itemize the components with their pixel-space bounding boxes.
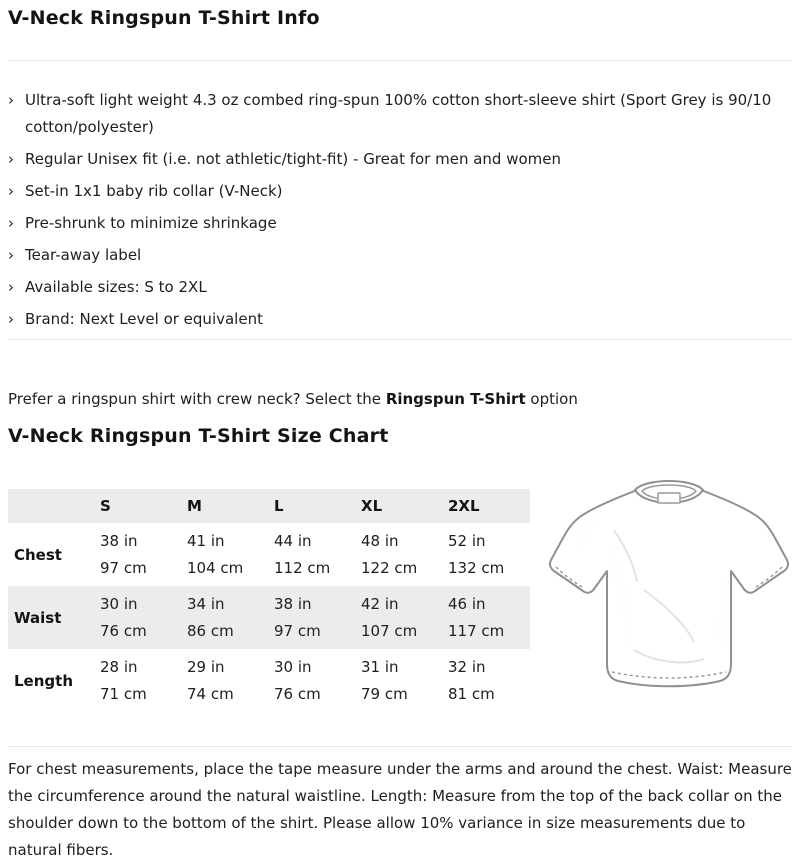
bullet-icon: › <box>8 150 14 168</box>
value-cm: 112 cm <box>274 558 331 577</box>
value-in: 41 in <box>187 531 225 550</box>
feature-text: Ultra-soft light weight 4.3 oz combed ring-spun 100% cotton short-sleeve shirt (Sport Grey is 90/10 cotton/polyester) <box>25 91 772 136</box>
t-shirt-illustration <box>540 470 798 710</box>
measurement-cell <box>440 649 530 712</box>
value-cm: 71 cm <box>100 684 147 703</box>
feature-list <box>8 87 792 333</box>
measurement-cell <box>179 586 266 649</box>
column-header: 2XL <box>448 497 480 515</box>
value-cm: 97 cm <box>100 558 147 577</box>
table-header-row <box>8 489 530 523</box>
value-in: 30 in <box>100 594 138 613</box>
value-cm: 81 cm <box>448 684 495 703</box>
list-item <box>8 146 792 173</box>
value-in: 44 in <box>274 531 312 550</box>
list-item <box>8 210 792 237</box>
measurement-cell <box>440 586 530 649</box>
size-chart-section <box>8 426 792 712</box>
measurement-cell <box>266 523 353 586</box>
list-item <box>8 178 792 205</box>
row-label: Waist <box>14 608 62 627</box>
measurement-cell <box>266 586 353 649</box>
value-cm: 132 cm <box>448 558 505 577</box>
measurement-cell <box>179 649 266 712</box>
bullet-icon: › <box>8 278 14 296</box>
value-cm: 117 cm <box>448 621 505 640</box>
bullet-icon: › <box>8 182 14 200</box>
feature-text: Set-in 1x1 baby rib collar (V-Neck) <box>25 182 283 200</box>
feature-text: Brand: Next Level or equivalent <box>25 310 263 328</box>
crew-neck-note <box>8 386 792 413</box>
measurement-cell <box>440 523 530 586</box>
value-in: 32 in <box>448 657 486 676</box>
crew-note-suffix: option <box>525 390 578 408</box>
divider <box>8 746 792 747</box>
column-header: S <box>100 497 111 515</box>
feature-text: Regular Unisex fit (i.e. not athletic/tight-fit) - Great for men and women <box>25 150 562 168</box>
bullet-icon: › <box>8 246 14 264</box>
value-in: 42 in <box>361 594 399 613</box>
measurement-instructions: For chest measurements, place the tape measure under the arms and around the chest. Waist: Measure the circumference around the natural waistline. Length: Measure from the top of the back collar on the shoulder down to the bottom of the shirt. Please allow 10% variance in size measurements due to natural fibers. <box>8 760 792 859</box>
value-cm: 76 cm <box>274 684 321 703</box>
column-header: M <box>187 497 202 515</box>
value-cm: 97 cm <box>274 621 321 640</box>
divider <box>8 60 792 61</box>
bullet-icon: › <box>8 214 14 232</box>
value-in: 29 in <box>187 657 225 676</box>
measurement-cell <box>353 649 440 712</box>
value-in: 52 in <box>448 531 486 550</box>
measurement-cell <box>353 523 440 586</box>
feature-text: Tear-away label <box>25 246 142 264</box>
value-in: 30 in <box>274 657 312 676</box>
value-in: 48 in <box>361 531 399 550</box>
measurement-cell <box>92 523 179 586</box>
value-cm: 86 cm <box>187 621 234 640</box>
value-cm: 76 cm <box>100 621 147 640</box>
value-in: 31 in <box>361 657 399 676</box>
value-cm: 104 cm <box>187 558 244 577</box>
column-header: XL <box>361 497 383 515</box>
value-cm: 74 cm <box>187 684 234 703</box>
list-item <box>8 87 792 141</box>
bullet-icon: › <box>8 91 14 109</box>
product-info-page <box>0 8 800 864</box>
value-cm: 107 cm <box>361 621 418 640</box>
feature-text: Pre-shrunk to minimize shrinkage <box>25 214 277 232</box>
corner-cell <box>8 489 92 523</box>
value-in: 46 in <box>448 594 486 613</box>
size-chart-title: V-Neck Ringspun T-Shirt Size Chart <box>8 425 389 447</box>
crew-note-option-name: Ringspun T-Shirt <box>385 390 526 408</box>
value-in: 38 in <box>100 531 138 550</box>
list-item <box>8 306 792 333</box>
list-item <box>8 242 792 269</box>
measurement-cell <box>92 649 179 712</box>
measurement-cell <box>92 586 179 649</box>
table-row <box>8 586 530 649</box>
table-row <box>8 649 530 712</box>
column-header: L <box>274 497 284 515</box>
value-in: 28 in <box>100 657 138 676</box>
divider <box>8 339 792 340</box>
value-cm: 79 cm <box>361 684 408 703</box>
crew-note-prefix: Prefer a ringspun shirt with crew neck? Select the <box>8 390 386 408</box>
feature-text: Available sizes: S to 2XL <box>25 278 207 296</box>
table-row <box>8 523 530 586</box>
measurement-cell <box>179 523 266 586</box>
page-title: V-Neck Ringspun T-Shirt Info <box>8 7 320 29</box>
t-shirt-icon <box>540 470 798 710</box>
row-label: Chest <box>14 545 62 564</box>
bullet-icon: › <box>8 310 14 328</box>
measurement-cell <box>266 649 353 712</box>
value-in: 34 in <box>187 594 225 613</box>
list-item <box>8 274 792 301</box>
row-label: Length <box>14 671 73 690</box>
size-chart-table <box>8 489 530 712</box>
measurement-cell <box>353 586 440 649</box>
value-cm: 122 cm <box>361 558 418 577</box>
value-in: 38 in <box>274 594 312 613</box>
